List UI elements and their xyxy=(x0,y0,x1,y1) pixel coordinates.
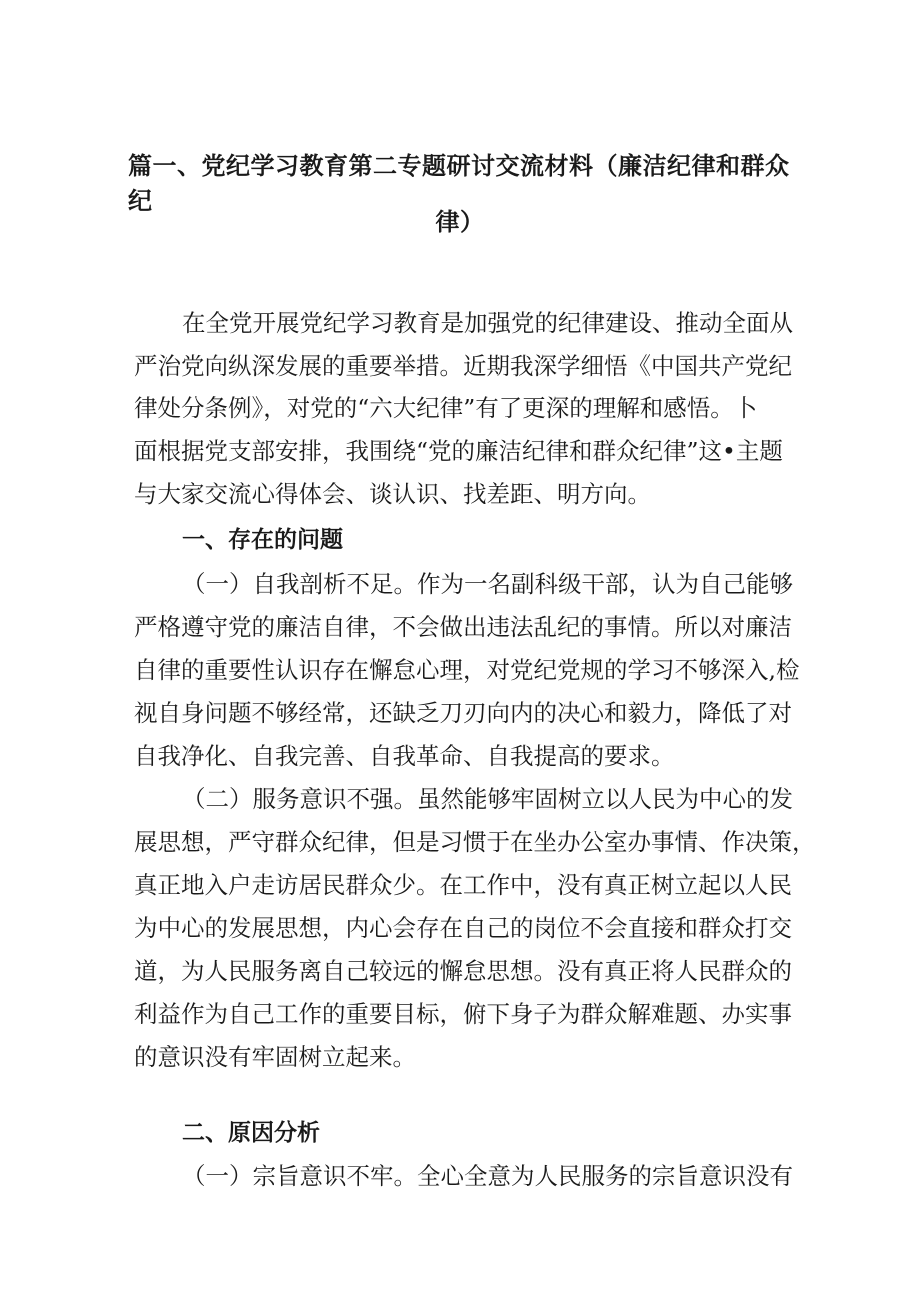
section-1-item-2-line-7: 的意识没有牢固树立起来。 xyxy=(134,1043,416,1071)
section-1-item-2-line-5: 道，为人民服务离自己较远的懈怠思想。没有真正将人民群众的 xyxy=(134,957,792,985)
section-2-item-1-line-1: （一）宗旨意识不牢。全心全意为人民服务的宗旨意识没有 xyxy=(182,1162,793,1190)
section-1-item-1-line-3: 自律的重要性认识存在懈怠心理，对党纪党规的学习不够深入,检 xyxy=(134,656,800,684)
section-1-item-1-line-2: 严格遵守党的廉洁自律，不会做出违法乱纪的事情。所以对廉洁 xyxy=(134,613,792,641)
section-1-item-1-line-5: 自我净化、自我完善、自我革命、自我提高的要求。 xyxy=(134,742,675,770)
section-1-item-1-line-1: （一）自我剖析不足。作为一名副科级干部，认为自己能够 xyxy=(182,570,793,598)
section-1-heading: 一、存在的问题 xyxy=(182,527,343,553)
document-title-line-2: 律） xyxy=(435,208,485,236)
intro-line-1: 在全党开展党纪学习教育是加强党的纪律建设、推动全面从 xyxy=(182,309,793,337)
section-1-item-2-line-1: （二）服务意识不强。虽然能够牢固树立以人民为中心的发 xyxy=(182,785,793,813)
intro-line-2: 严治党向纵深发展的重要举措。近期我深学细悟《中国共产党纪 xyxy=(134,352,792,380)
document-title-line-1: 篇一、党纪学习教育第二专题研讨交流材料（廉洁纪律和群众纪 xyxy=(128,152,790,215)
section-1-item-2-line-2: 展思想，严守群众纪律，但是习惯于在坐办公室办事情、作决策， xyxy=(134,828,816,856)
section-1-item-2-line-6: 利益作为自己工作的重要目标，俯下身子为群众解难题、办实事 xyxy=(134,1000,792,1028)
intro-line-5: 与大家交流心得体会、谈认识、找差距、明方向。 xyxy=(134,480,651,508)
section-2-heading: 二、原因分析 xyxy=(182,1120,320,1146)
intro-line-4: 面根据党支部安排，我围绕“党的廉洁纪律和群众纪律”这•主题 xyxy=(134,437,783,465)
intro-line-3: 律处分条例》，对党的“六大纪律”有了更深的理解和感悟。卜 xyxy=(134,394,758,422)
section-1-item-1-line-4: 视自身问题不够经常，还缺乏刀刃向内的决心和毅力，降低了对 xyxy=(134,699,792,727)
section-1-item-2-line-4: 为中心的发展思想，内心会存在自己的岗位不会直接和群众打交 xyxy=(134,914,792,942)
section-1-item-2-line-3: 真正地入户走访居民群众少。在工作中，没有真正树立起以人民 xyxy=(134,871,792,899)
